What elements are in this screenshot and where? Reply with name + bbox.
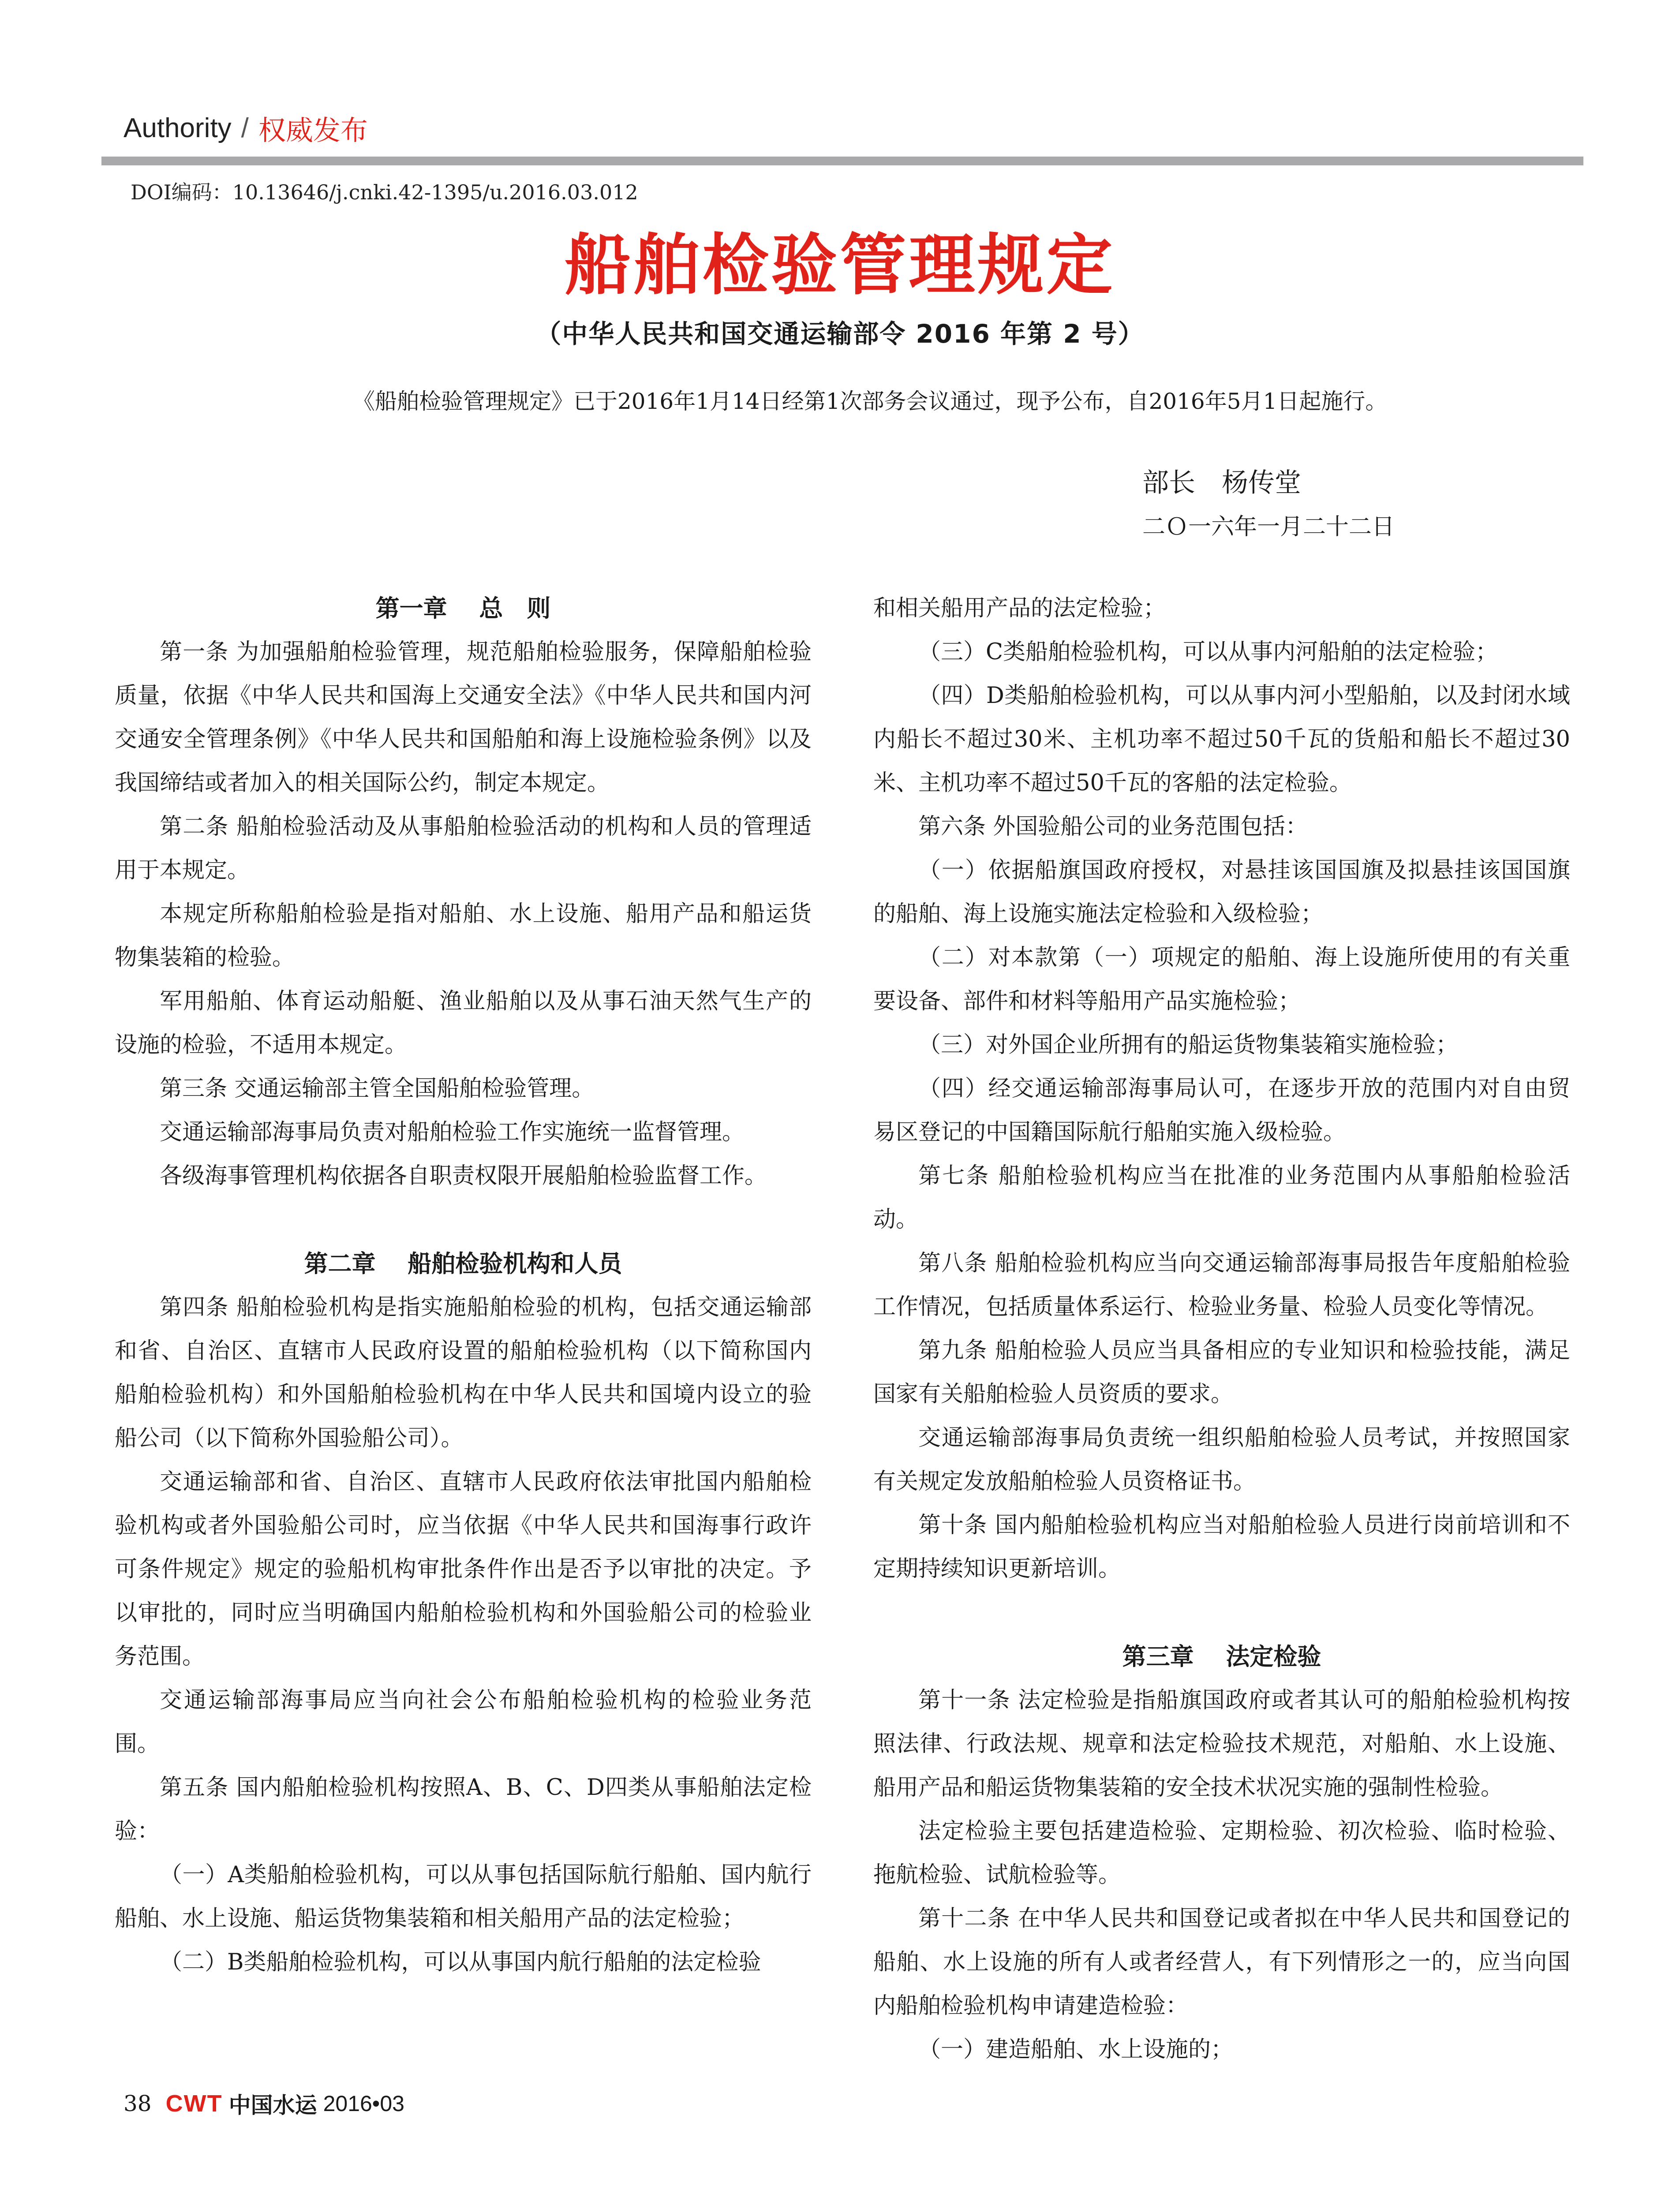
article-paragraph: 法定检验主要包括建造检验、定期检验、初次检验、临时检验、拖航检验、试航检验等。 — [873, 1818, 1570, 1888]
article-paragraph: 第二条 船舶检验活动及从事船舶检验活动的机构和人员的管理适用于本规定。 — [115, 814, 812, 883]
article-paragraph: （四）经交通运输部海事局认可，在逐步开放的范围内对自由贸易区登记的中国籍国际航行船舶实施入级检验。 — [873, 1076, 1570, 1145]
chapter-heading: 第二章 船舶检验机构和人员 — [304, 1250, 622, 1278]
magazine-name: 中国水运 — [228, 2093, 317, 2118]
article-paragraph: 交通运输部海事局负责统一组织船舶检验人员考试，并按照国家有关规定发放船舶检验人员资格证书。 — [873, 1425, 1570, 1495]
article-paragraph: 第十一条 法定检验是指船旗国政府或者其认可的船舶检验机构按照法律、行政法规、规章和法定检验技术规范，对船舶、水上设施、船用产品和船运货物集装箱的安全技术状况实施的强制性检验。 — [873, 1687, 1570, 1801]
left-column — [115, 587, 812, 1984]
doi-code: DOI编码：10.13646/j.cnki.42-1395/u.2016.03.012 — [131, 180, 638, 204]
article-paragraph: 第七条 船舶检验机构应当在批准的业务范围内从事船舶检验活动。 — [873, 1163, 1570, 1233]
article-paragraph: 和相关船用产品的法定检验； — [873, 595, 1166, 621]
section-label-en: Authority — [123, 112, 232, 143]
article-paragraph: （一）依据船旗国政府授权，对悬挂该国国旗及拟悬挂该国国旗的船舶、海上设施实施法定检验和入级检验； — [873, 857, 1570, 927]
article-paragraph: 第五条 国内船舶检验机构按照A、B、C、D四类从事船舶法定检验： — [115, 1775, 812, 1844]
chapter-heading: 第三章 法定检验 — [1122, 1643, 1321, 1671]
section-spacer — [873, 1591, 1570, 1635]
article-paragraph: 交通运输部海事局负责对船舶检验工作实施统一监督管理。 — [160, 1119, 745, 1145]
signature-block — [1142, 461, 1395, 549]
article-paragraph: （三）对外国企业所拥有的船运货物集装箱实施检验； — [918, 1032, 1459, 1058]
chapter-heading: 第一章 总 则 — [375, 594, 551, 622]
article-paragraph: 第十条 国内船舶检验机构应当对船舶检验人员进行岗前培训和不定期持续知识更新培训。 — [873, 1512, 1570, 1582]
article-paragraph: （一）建造船舶、水上设施的； — [918, 2037, 1234, 2063]
article-paragraph: 本规定所称船舶检验是指对船舶、水上设施、船用产品和船运货物集装箱的检验。 — [115, 901, 812, 971]
article-paragraph: 第十二条 在中华人民共和国登记或者拟在中华人民共和国登记的船舶、水上设施的所有人或者经营人，有下列情形之一的，应当向国内船舶检验机构申请建造检验： — [873, 1906, 1570, 2019]
article-paragraph: （一）A类船舶检验机构，可以从事包括国际航行船舶、国内航行船舶、水上设施、船运货物集装箱和相关船用产品的法定检验； — [115, 1862, 812, 1932]
article-paragraph: 第六条 外国验船公司的业务范围包括： — [918, 814, 1308, 840]
article-paragraph: 第一条 为加强船舶检验管理，规范船舶检验服务，保障船舶检验质量，依据《中华人民共和国海上交通安全法》《中华人民共和国内河交通安全管理条例》《中华人民共和国船舶和海上设施检验条例》以及我国缔结或者加入的相关国际公约，制定本规定。 — [115, 639, 812, 796]
article-paragraph: （四）D类船舶检验机构，可以从事内河小型船舶，以及封闭水域内船长不超过30米、主机功率不超过50千瓦的货船和船长不超过30米、主机功率不超过50千瓦的客船的法定检验。 — [873, 683, 1570, 796]
page-number: 38 — [123, 2091, 152, 2116]
magazine-logo: CWT — [165, 2090, 223, 2117]
signature-date: 二Ｏ一六年一月二十二日 — [1142, 514, 1395, 540]
article-paragraph: 第八条 船舶检验机构应当向交通运输部海事局报告年度船舶检验工作情况，包括质量体系运行、检验业务量、检验人员变化等情况。 — [873, 1250, 1570, 1320]
article-paragraph: （二）对本款第（一）项规定的船舶、海上设施所使用的有关重要设备、部件和材料等船用产品实施检验； — [873, 945, 1570, 1014]
section-label-cn: 权威发布 — [258, 114, 368, 146]
section-spacer — [115, 1198, 812, 1242]
right-column — [873, 587, 1570, 2071]
article-paragraph: （二）B类船舶检验机构，可以从事国内航行船舶的法定检验 — [160, 1949, 761, 1975]
page-title: 船舶检验管理规定 — [565, 226, 1115, 304]
decree-subtitle: （中华人民共和国交通运输部令 2016 年第 2 号） — [535, 319, 1145, 349]
signatory: 部长 杨传堂 — [1142, 467, 1301, 498]
section-header — [123, 106, 368, 150]
section-separator: / — [241, 112, 249, 143]
article-paragraph: 各级海事管理机构依据各自职责权限开展船舶检验监督工作。 — [160, 1163, 767, 1189]
promulgation-text: 《船舶检验管理规定》已于2016年1月14日经第1次部务会议通过，现予公布，自2016年5月1日起施行。 — [353, 389, 1388, 414]
article-paragraph: 军用船舶、体育运动船艇、渔业船舶以及从事石油天然气生产的设施的检验，不适用本规定。 — [115, 988, 812, 1058]
article-paragraph: 交通运输部和省、自治区、直辖市人民政府依法审批国内船舶检验机构或者外国验船公司时，应当依据《中华人民共和国海事行政许可条件规定》规定的验船机构审批条件作出是否予以审批的决定。予以审批的，同时应当明确国内船舶检验机构和外国验船公司的检验业务范围。 — [115, 1469, 812, 1670]
article-paragraph: 第四条 船舶检验机构是指实施船舶检验的机构，包括交通运输部和省、自治区、直辖市人民政府设置的船舶检验机构（以下简称国内船舶检验机构）和外国船舶检验机构在中华人民共和国境内设立的验船公司（以下简称外国验船公司）。 — [115, 1294, 812, 1451]
article-paragraph: 第三条 交通运输部主管全国船舶检验管理。 — [160, 1076, 595, 1102]
page-footer — [123, 2086, 404, 2121]
article-paragraph: 交通运输部海事局应当向社会公布船舶检验机构的检验业务范围。 — [115, 1687, 812, 1757]
article-paragraph: （三）C类船舶检验机构，可以从事内河船舶的法定检验； — [918, 639, 1498, 665]
header-divider — [101, 157, 1583, 165]
issue-number: 2016•03 — [323, 2091, 404, 2116]
article-paragraph: 第九条 船舶检验人员应当具备相应的专业知识和检验技能，满足国家有关船舶检验人员资质的要求。 — [873, 1338, 1570, 1407]
